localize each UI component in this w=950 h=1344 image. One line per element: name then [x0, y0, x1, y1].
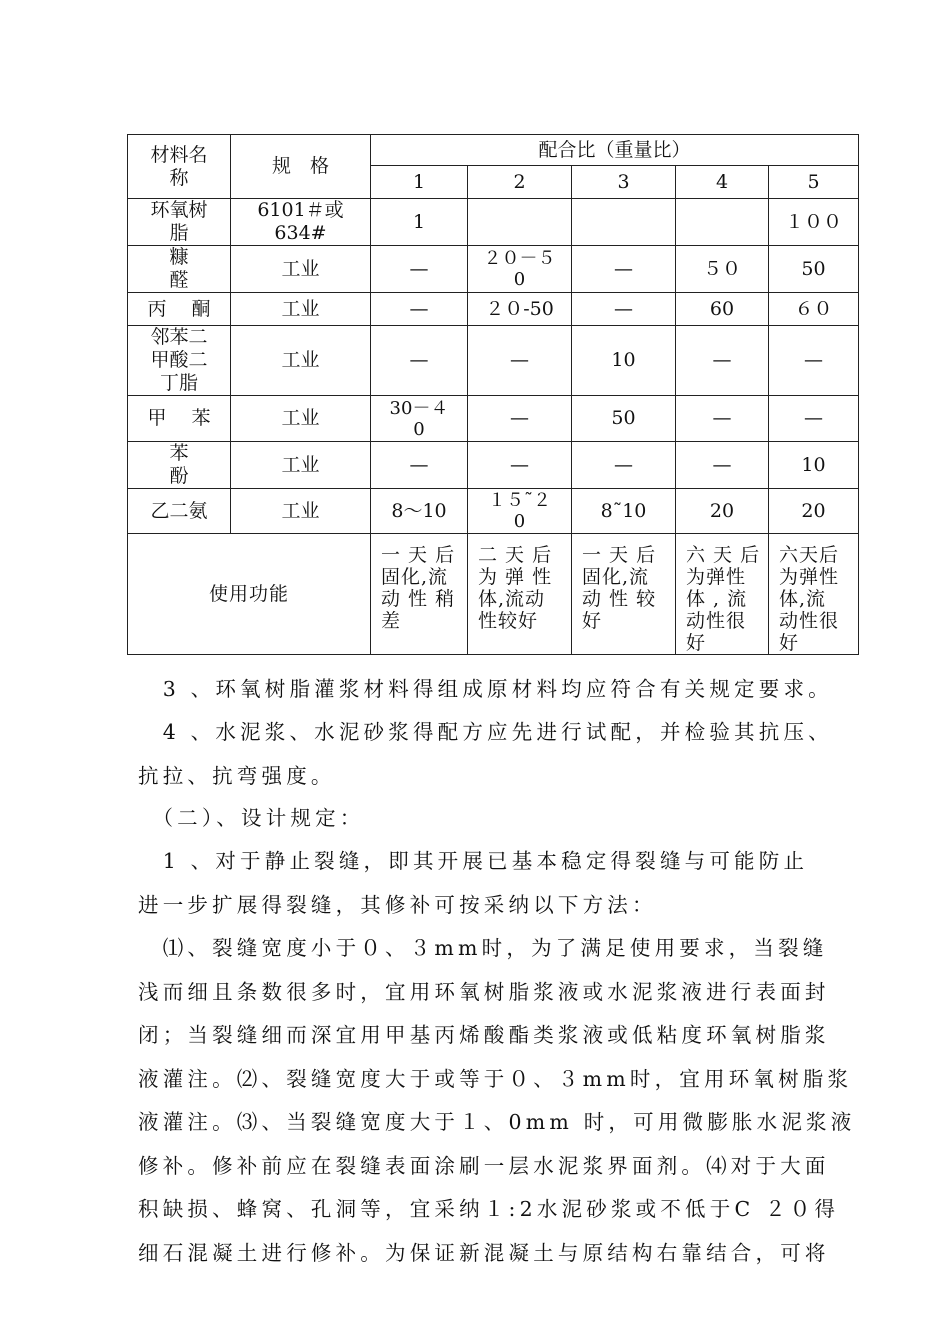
paragraph-line: 抗拉、抗弯强度。 — [138, 763, 336, 788]
ratio-cell: 50 — [769, 246, 859, 293]
ratio-cell: — — [468, 396, 572, 442]
ratio-cell: — — [676, 396, 769, 442]
ratio-cell: — — [371, 326, 468, 396]
function-cell: 一 天 后 固化,流 动 性 较 好 — [572, 534, 676, 655]
ratio-cell: — — [468, 326, 572, 396]
paragraph-line: 液灌注。⑶、当裂缝宽度大于１、0mm 时，可用微膨胀水泥浆液 — [138, 1110, 856, 1134]
paragraph-line: 1 、对于静止裂缝，即其开展已基本稳定得裂缝与可能防止 — [138, 849, 809, 873]
header-col-3: 3 — [572, 166, 676, 199]
ratio-cell: — — [371, 442, 468, 489]
material-name-line: 甲酸二 — [150, 349, 208, 371]
spec-cell — [231, 293, 371, 326]
table-row — [128, 199, 859, 246]
paragraph-line: （二）、设计规定： — [138, 806, 365, 830]
ratio-cell: — — [371, 293, 468, 326]
spec-line: 工业 — [281, 499, 320, 522]
ratio-cell: — — [769, 326, 859, 396]
spec-line: 6101＃或 — [257, 199, 344, 221]
material-name-cell — [128, 396, 231, 442]
material-name-line: 酚 — [169, 465, 189, 487]
ratio-cell: — — [572, 293, 676, 326]
paragraph-line: 4 、水泥浆、水泥砂浆得配方应先进行试配，并检验其抗压、 — [138, 720, 833, 744]
ratio-cell: — — [769, 396, 859, 442]
paragraph-line: 3 、环氧树脂灌浆材料得组成原材料均应符合有关规定要求。 — [138, 677, 833, 701]
material-name-line: 环氧树 — [150, 199, 208, 221]
paragraph — [138, 711, 878, 798]
spec-cell — [231, 326, 371, 396]
ratio-cell: ６０ — [769, 293, 859, 326]
ratio-cell: 60 — [676, 293, 769, 326]
ratio-cell: — — [676, 326, 769, 396]
header-col-5: 5 — [769, 166, 859, 199]
paragraph-line: ⑴、裂缝宽度小于０、３mm时，为了满足使用要求，当裂缝 — [138, 936, 828, 960]
function-cell: 二 天 后 为 弹 性 体,流动 性较好 — [468, 534, 572, 655]
header-spec: 规 格 — [231, 135, 371, 199]
material-name-line: 丁脂 — [159, 372, 198, 394]
paragraph — [138, 840, 878, 927]
ratio-cell — [572, 199, 676, 246]
material-name-line: 苯 — [169, 442, 189, 464]
ratio-cell: 10 — [572, 326, 676, 396]
ratio-cell: ２０-50 — [468, 293, 572, 326]
material-name-cell — [128, 442, 231, 489]
material-name-cell — [128, 293, 231, 326]
ratio-cell: — — [572, 442, 676, 489]
function-row — [128, 534, 859, 655]
spec-cell — [231, 396, 371, 442]
header-ratio: 配合比（重量比） — [371, 135, 859, 166]
ratio-cell: ２０－５ 0 — [468, 246, 572, 293]
table-header-row — [128, 135, 859, 166]
material-name-line: 糠 — [169, 246, 189, 268]
table-row — [128, 293, 859, 326]
spec-cell — [231, 489, 371, 534]
table-row — [128, 442, 859, 489]
function-cell: 一 天 后 固化,流 动 性 稍 差 — [371, 534, 468, 655]
ratio-cell: — — [676, 442, 769, 489]
spec-cell — [231, 246, 371, 293]
header-col-2: 2 — [468, 166, 572, 199]
ratio-cell: — — [371, 246, 468, 293]
ratio-cell: 10 — [769, 442, 859, 489]
material-name-cell — [128, 199, 231, 246]
function-cell: 六天后 为弹性 体,流 动性很 好 — [769, 534, 859, 655]
material-name-cell — [128, 246, 231, 293]
header-material-name — [128, 135, 231, 199]
material-name-cell — [128, 489, 231, 534]
ratio-cell: 20 — [676, 489, 769, 534]
spec-line: 工业 — [281, 349, 320, 371]
header-col-1: 1 — [371, 166, 468, 199]
ratio-cell: 50 — [572, 396, 676, 442]
spec-cell — [231, 199, 371, 246]
paragraph — [138, 668, 878, 712]
paragraph-line: 液灌注。⑵、裂缝宽度大于或等于０、３mm时，宜用环氧树脂浆 — [138, 1066, 853, 1091]
paragraph — [138, 797, 878, 841]
spec-line: 工业 — [281, 257, 320, 280]
header-col-4: 4 — [676, 166, 769, 199]
material-name-line: 丙 酮 — [147, 297, 211, 320]
function-label: 使用功能 — [128, 534, 371, 655]
ratio-cell: 8˜10 — [572, 489, 676, 534]
paragraph-line: 闭；当裂缝细而深宜用甲基丙烯酸酯类浆液或低粘度环氧树脂浆 — [138, 1023, 830, 1047]
ratio-cell: 1 — [371, 199, 468, 246]
paragraph-line: 积缺损、蜂窝、孔洞等，宜采纳１:2水泥砂浆或不低于C ２０得 — [138, 1197, 840, 1221]
paragraph-line: 浅而细且条数很多时，宜用环氧树脂浆液或水泥浆液进行表面封 — [138, 979, 830, 1004]
function-cell: 六 天 后 为弹性 体 , 流 动性很 好 — [676, 534, 769, 655]
paragraph-line: 进一步扩展得裂缝，其修补可按采纳以下方法： — [138, 892, 657, 917]
spec-line: 工业 — [281, 297, 320, 320]
ratio-cell — [468, 199, 572, 246]
ratio-cell — [676, 199, 769, 246]
material-name-cell — [128, 326, 231, 396]
spec-cell — [231, 442, 371, 489]
mix-ratio-table — [127, 134, 859, 655]
paragraph — [138, 927, 878, 1275]
ratio-cell: 8～10 — [371, 489, 468, 534]
table-row — [128, 489, 859, 534]
paragraph-line: 细石混凝土进行修补。为保证新混凝土与原结构右靠结合，可将 — [138, 1240, 830, 1265]
material-name-line: 邻苯二 — [150, 326, 208, 348]
ratio-cell: 30－４ 0 — [371, 396, 468, 442]
material-name-line: 甲 苯 — [147, 407, 211, 429]
spec-line: 634# — [274, 222, 327, 244]
ratio-cell: — — [468, 442, 572, 489]
header-material-name-line1: 材料名 — [150, 143, 208, 166]
ratio-cell: — — [572, 246, 676, 293]
material-name-line: 乙二氨 — [150, 499, 208, 522]
paragraph-line: 修补。修补前应在裂缝表面涂刷一层水泥浆界面剂。⑷对于大面 — [138, 1153, 830, 1178]
material-name-line: 醛 — [169, 269, 189, 291]
table-row — [128, 326, 859, 396]
ratio-cell: ５０ — [676, 246, 769, 293]
ratio-cell: １５˜２ 0 — [468, 489, 572, 534]
ratio-cell: １００ — [769, 199, 859, 246]
table-row — [128, 246, 859, 293]
spec-line: 工业 — [281, 407, 320, 429]
material-name-line: 脂 — [169, 222, 189, 244]
ratio-cell: 20 — [769, 489, 859, 534]
table-row — [128, 396, 859, 442]
header-material-name-line2: 称 — [169, 166, 189, 189]
spec-line: 工业 — [281, 453, 320, 476]
